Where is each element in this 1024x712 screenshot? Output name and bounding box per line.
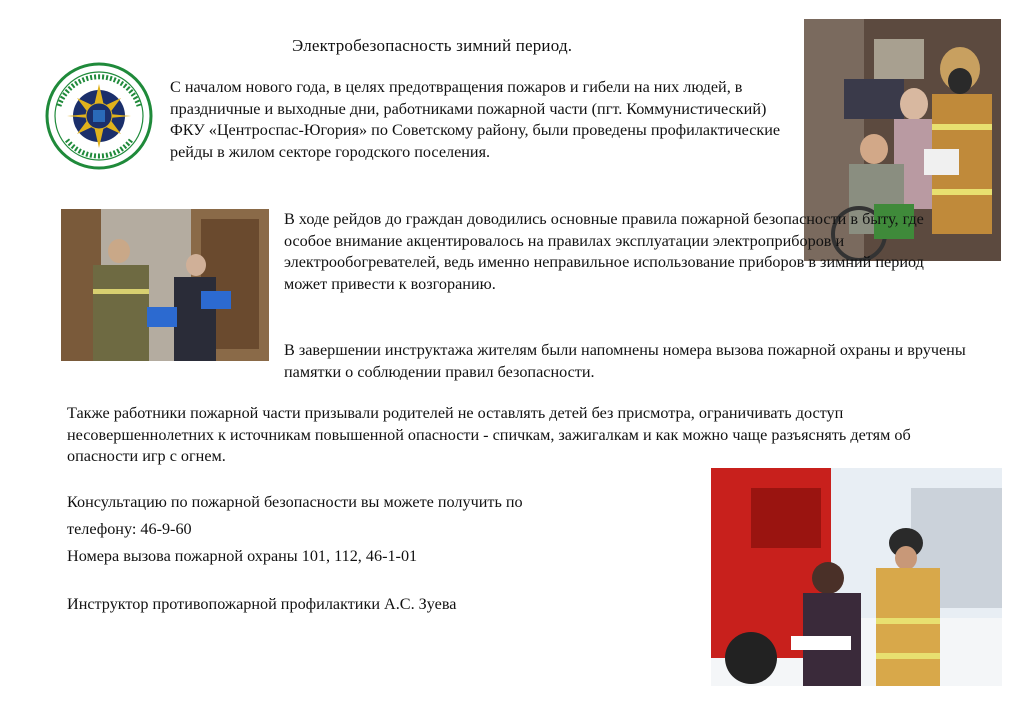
photo-fire-truck-street [711, 468, 1002, 686]
organization-logo [45, 62, 153, 170]
photo-doorway-handout [61, 209, 269, 361]
page-title: Электробезопасность зимний период. [292, 36, 573, 55]
emergency-numbers: Номера вызова пожарной охраны 101, 112, 46-1-01 [67, 547, 418, 565]
parents-paragraph: Также работники пожарной части призывали родителей не оставлять детей без присмотра, ограничивать доступ несовершеннолетних к источникам повышенной опасности - спичкам, зажигалкам и как можно чаще разъяснять детям об опасности игр с огнем. [67, 404, 911, 465]
instruction-paragraph: В завершении инструктажа жителям были напомнены номера вызова пожарной охраны и вручены памятки о соблюдении правил безопасности. [284, 341, 966, 381]
raids-paragraph: В ходе рейдов до граждан доводились основные правила пожарной безопасности в быту, где особое внимание акцентировалось на правилах эксплуатации электроприборов и электрообогревателей, ведь именно неправильное использование приборов в зимний период может привести к возгоранию. [284, 210, 924, 293]
consultation-line: Консультацию по пожарной безопасности вы можете получить по [67, 493, 523, 511]
signature: Инструктор противопожарной профилактики А.С. Зуева [67, 595, 457, 613]
consultation-phone: телефону: 46-9-60 [67, 520, 192, 538]
intro-paragraph: С началом нового года, в целях предотвращения пожаров и гибели на них людей, в праздничные и выходные дни, работниками пожарной части (пгт. Коммунистический) ФКУ «Центроспас-Югория» по Советскому району, были проведены профилактические рейды в жилом секторе городского поселения. [170, 78, 781, 161]
